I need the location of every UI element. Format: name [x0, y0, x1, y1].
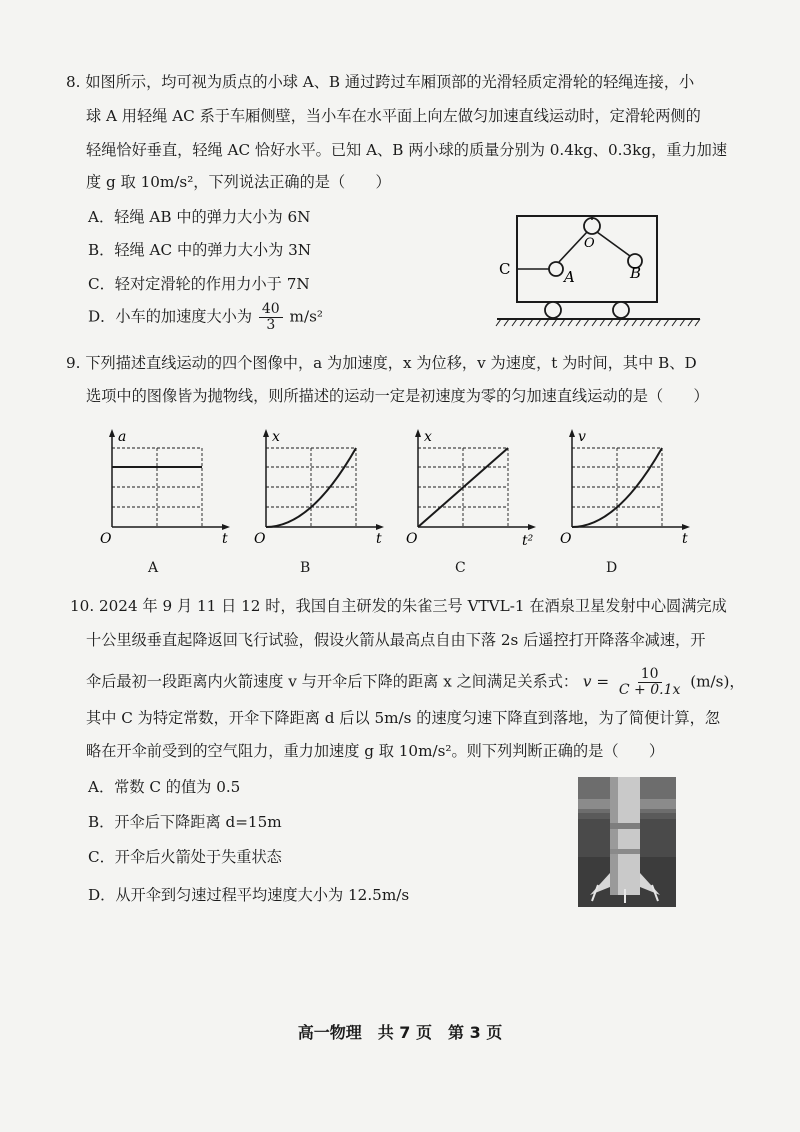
q10-line-1: 10. 2024 年 9 月 11 日 12 时，我国自主研发的朱雀三号 VTVL-1 在酒泉卫星发射中心圆满完成: [70, 597, 727, 615]
graph-a-y-label: a: [118, 429, 127, 445]
wheel-left: [545, 302, 561, 318]
q9-line-1: 9. 下列描述直线运动的四个图像中，a 为加速度，x 为位移，v 为速度，t 为时间，其中 B、D: [66, 354, 697, 372]
q8-line-4: 度 g 取 10m/s²，下列说法正确的是（ ）: [86, 173, 391, 191]
q10-formula-unit: (m/s)，: [690, 672, 745, 691]
graph-c-y-label: x: [424, 429, 432, 445]
q9-graph-b-label: B: [300, 560, 311, 576]
rope-ab-left: [558, 232, 587, 263]
q10-formula-fraction: [616, 667, 684, 698]
q10-option-b: B．开伞后下降距离 d=15m: [88, 813, 282, 831]
q10-line-5: 略在开伞前受到的空气阻力，重力加速度 g 取 10m/s²。则下列判断正确的是（ ）: [86, 742, 665, 760]
q9-graph-b: [252, 425, 392, 550]
q8-cart-figure: [495, 212, 705, 328]
wheel-right: [613, 302, 629, 318]
rocket-photo: [578, 777, 676, 907]
q10-formula-lhs: v =: [582, 672, 610, 691]
q10-option-c: C．开伞后火箭处于失重状态: [88, 848, 282, 866]
q9-line-2: 选项中的图像皆为抛物线，则所描述的运动一定是初速度为零的匀加速直线运动的是（ ）: [86, 387, 709, 405]
q8-option-d-fraction: [259, 302, 283, 333]
graph-c-x-label: t²: [522, 533, 534, 549]
q8-option-d-numerator: 40: [259, 302, 283, 318]
rope-ab-right: [597, 232, 630, 256]
graph-d-y-label: v: [578, 429, 586, 445]
q8-line-3: 轻绳恰好垂直，轻绳 AC 恰好水平。已知 A、B 两小球的质量分别为 0.4kg、0.3kg，重力加速: [86, 141, 728, 159]
graph-a-origin: O: [100, 531, 112, 547]
q9-graph-d: [558, 425, 698, 550]
graph-d-x-label: t: [682, 531, 688, 547]
label-c: C: [499, 260, 511, 278]
ball-a: [549, 262, 563, 276]
q10-formula-numerator: 10: [638, 667, 662, 683]
graph-c-origin: O: [406, 531, 418, 547]
label-b: B: [630, 264, 642, 282]
q9-graph-d-label: D: [606, 560, 618, 576]
q8-option-b: B．轻绳 AC 中的弹力大小为 3N: [88, 241, 312, 259]
q8-option-d: [88, 302, 323, 333]
q9-graph-a: [98, 425, 238, 550]
graph-b-y-label: x: [272, 429, 280, 445]
page-footer: 高一物理 共 7 页 第 3 页: [297, 1023, 503, 1042]
graph-b-origin: O: [254, 531, 266, 547]
ground-hatch: [496, 319, 700, 326]
q8-option-a: A．轻绳 AB 中的弹力大小为 6N: [88, 208, 311, 226]
q9-graph-c-label: C: [455, 560, 466, 576]
q8-option-d-unit: m/s²: [289, 307, 323, 326]
q10-line-3: [86, 667, 745, 698]
q10-option-a: A．常数 C 的值为 0.5: [88, 778, 241, 796]
q10-line-4: 其中 C 为特定常数，开伞下降距离 d 后以 5m/s 的速度匀速下降直到落地，为了简便计算，忽: [86, 709, 721, 727]
label-a: A: [564, 268, 575, 286]
graph-d-origin: O: [560, 531, 572, 547]
label-o: O: [584, 236, 595, 251]
q10-line-2: 十公里级垂直起降返回飞行试验，假设火箭从最高点自由下落 2s 后遥控打开降落伞减速，开: [86, 631, 706, 649]
q8-option-c: C．轻对定滑轮的作用力小于 7N: [88, 275, 310, 293]
q8-line-1: 8. 如图所示，均可视为质点的小球 A、B 通过跨过车厢顶部的光滑轻质定滑轮的轻绳连接，小: [66, 73, 695, 91]
q8-line-2: 球 A 用轻绳 AC 系于车厢侧壁，当小车在水平面上向左做匀加速直线运动时，定滑轮两侧的: [86, 107, 701, 125]
q9-graph-c: [404, 425, 544, 550]
q9-graph-a-label: A: [148, 560, 159, 576]
q10-line-3-prefix: 伞后最初一段距离内火箭速度 v 与开伞后下降的距离 x 之间满足关系式：: [86, 672, 579, 691]
q10-formula-denominator: C + 0.1x: [618, 682, 681, 698]
graph-a-x-label: t: [222, 531, 228, 547]
q8-option-d-denominator: 3: [266, 317, 276, 333]
q10-option-d: D．从开伞到匀速过程平均速度大小为 12.5m/s: [88, 886, 410, 904]
q8-option-d-prefix: D．小车的加速度大小为: [88, 307, 253, 326]
graph-b-x-label: t: [376, 531, 382, 547]
